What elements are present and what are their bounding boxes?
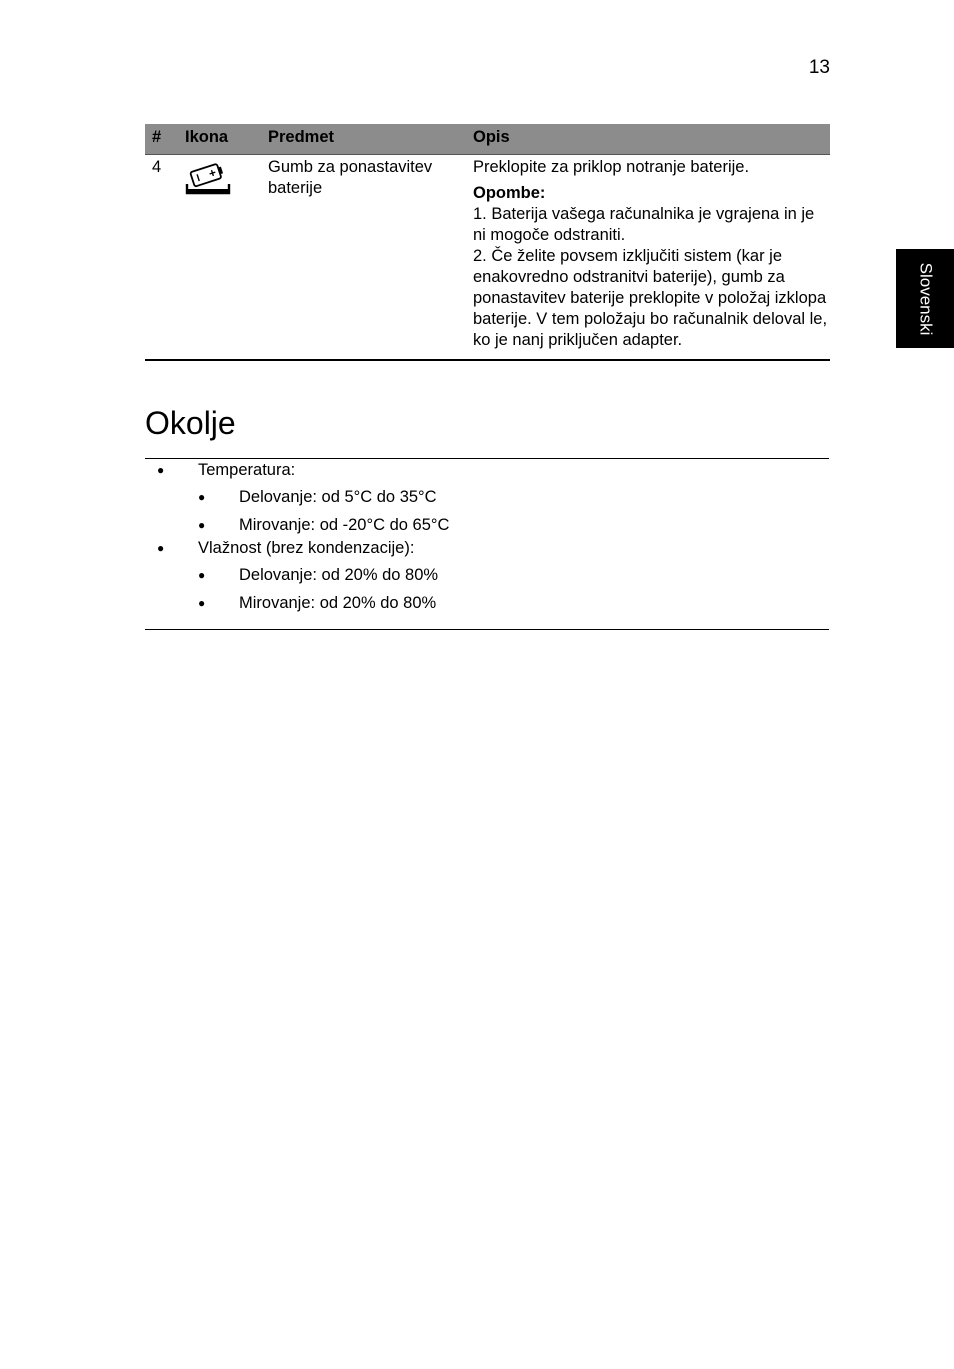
list-item: ● Temperatura: — [145, 460, 829, 480]
list-item: ● Mirovanje: od -20°C do 65°C — [145, 515, 829, 535]
note-1: 1. Baterija vašega računalnika je vgrajena in je ni mogoče odstraniti. — [473, 205, 815, 244]
table-header-row — [145, 124, 830, 155]
language-side-tab-label: Slovenski — [916, 262, 936, 335]
section-title: Okolje — [145, 405, 236, 441]
row-item: Gumb za ponastavitev baterije — [268, 158, 433, 197]
header-icon: Ikona — [185, 124, 268, 155]
sub-list — [145, 565, 829, 613]
note-2: 2. Če želite povsem izključiti sistem (kar je enakovredno odstranitvi baterije), gumb za ponastavitev baterije preklopite v položaj izklopa baterije. V tem položaju bo računalnik deloval le, ko je nanj priključen adapter. — [473, 247, 828, 349]
row-description — [473, 155, 830, 361]
row-number: 4 — [152, 158, 162, 176]
sub-list — [145, 487, 829, 535]
environment-list — [145, 458, 829, 630]
environment-group — [145, 460, 829, 535]
list-item: ● Vlažnost (brez kondenzacije): — [145, 538, 829, 558]
spec-table — [145, 124, 830, 361]
header-number: # — [145, 124, 185, 155]
description-main: Preklopite za priklop notranje baterije. — [473, 158, 750, 176]
header-description: Opis — [473, 124, 830, 155]
page-number: 13 — [808, 57, 830, 78]
notes-heading: Opombe: — [473, 184, 546, 202]
list-item: ● Delovanje: od 5°C do 35°C — [145, 487, 829, 507]
row-icon-cell — [185, 155, 268, 361]
list-item: ● Delovanje: od 20% do 80% — [145, 565, 829, 585]
table-row — [145, 155, 830, 361]
environment-group — [145, 538, 829, 613]
list-item: ● Mirovanje: od 20% do 80% — [145, 593, 829, 613]
battery-reset-icon — [185, 163, 231, 197]
language-side-tab — [896, 249, 954, 348]
header-item: Predmet — [268, 124, 473, 155]
